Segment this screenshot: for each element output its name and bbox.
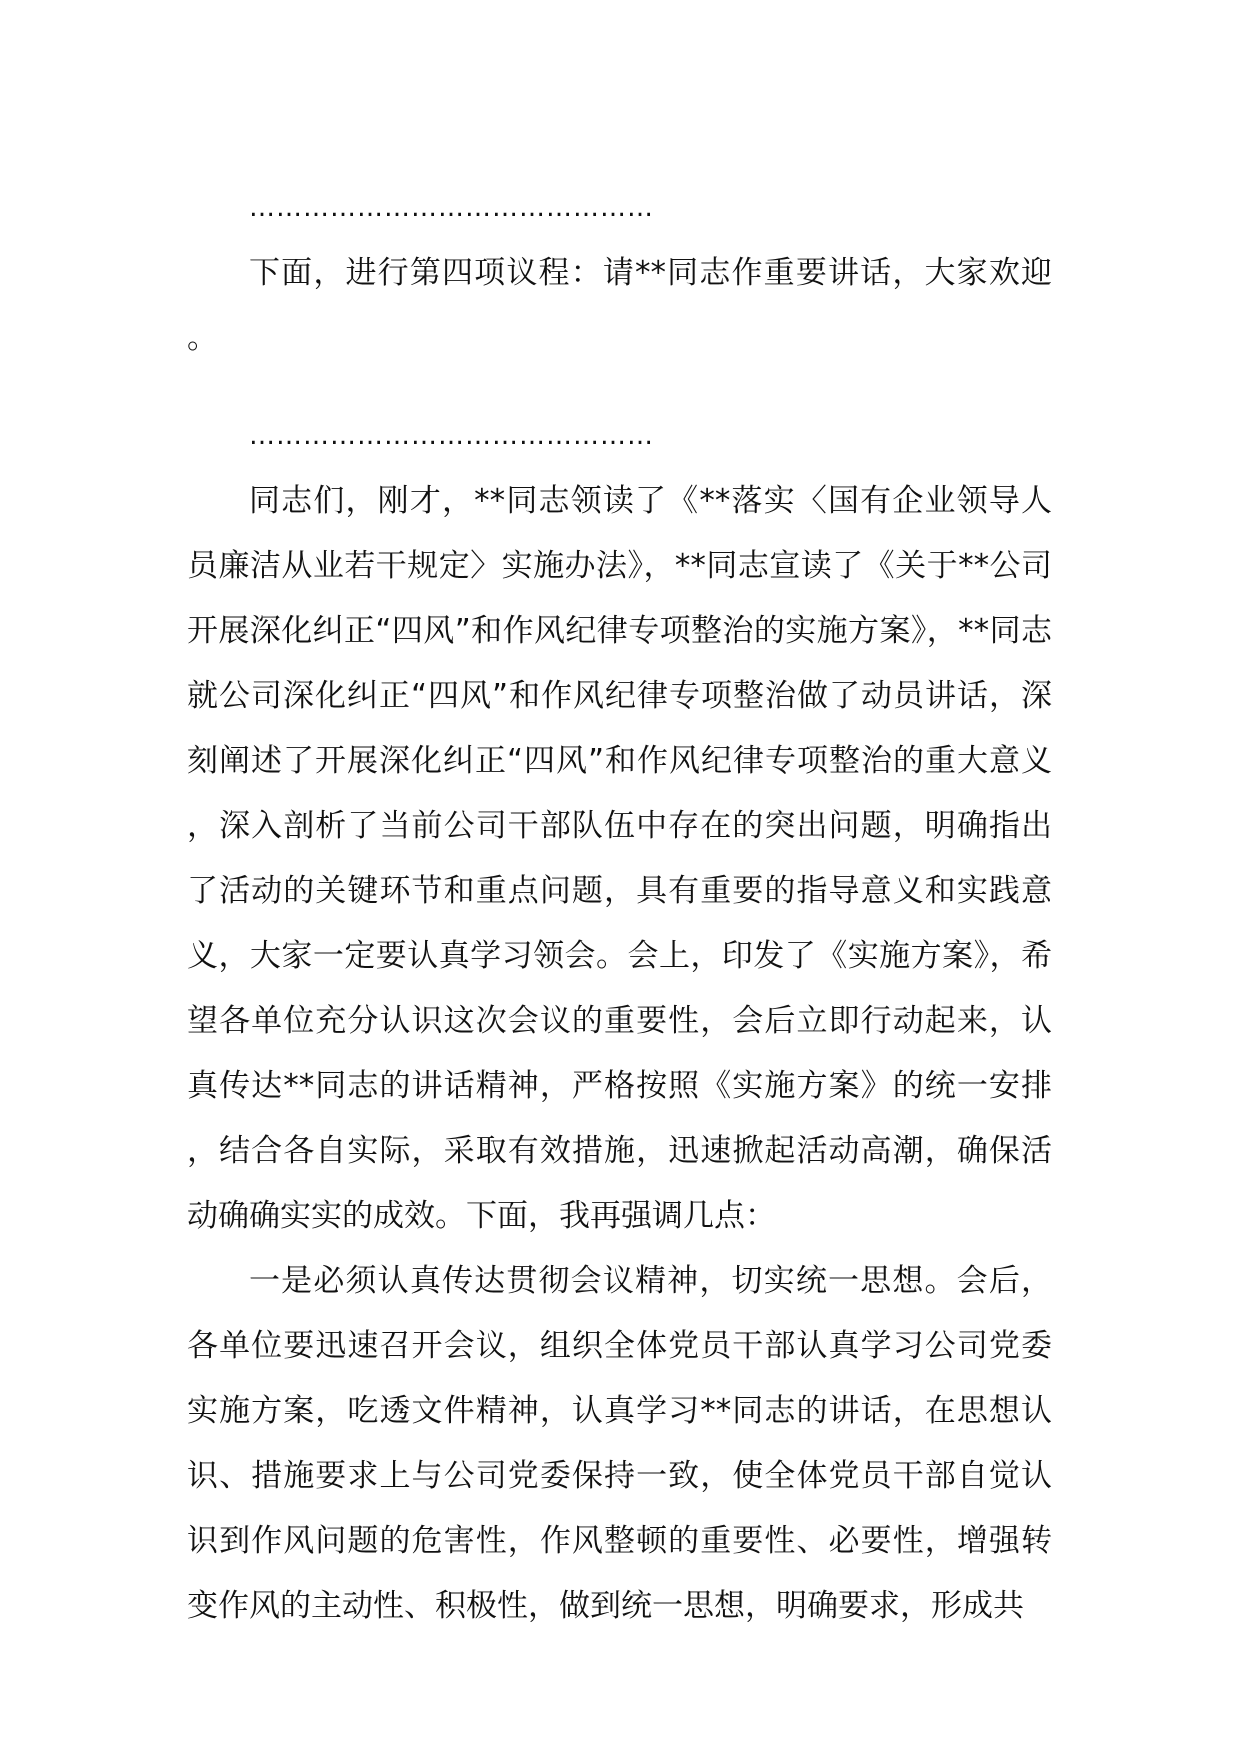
ellipsis-separator: ……………………………………… bbox=[249, 421, 654, 451]
document-body bbox=[187, 176, 1052, 1639]
agenda-paragraph: 下面，进行第四项议程：请**同志作重要讲话，大家欢迎。 bbox=[187, 255, 1052, 356]
paragraph-gap bbox=[187, 371, 1052, 404]
ellipsis-separator: ……………………………………… bbox=[249, 193, 654, 223]
point-one-paragraph: 一是必须认真传达贯彻会议精神，切实统一思想。会后，各单位要迅速召开会议，组织全体党员干部认真学习公司党委实施方案，吃透文件精神，认真学习**同志的讲话，在思想认识、措施要求上与公司党委保持一致，使全体党员干部自觉认识到作风问题的危害性，作风整顿的重要性、必要性，增强转变作风的主动性、积极性，做到统一思想，明确要求，形成共 bbox=[187, 1263, 1052, 1624]
speech-paragraph: 同志们，刚才，**同志领读了《**落实〈国有企业领导人员廉洁从业若干规定〉实施办法》，**同志宣读了《关于**公司开展深化纠正“四风”和作风纪律专项整治的实施方案》，**同志就公司深化纠正“四风”和作风纪律专项整治做了动员讲话，深刻阐述了开展深化纠正“四风”和作风纪律专项整治的重大意义，深入剖析了当前公司干部队伍中存在的突出问题，明确指出了活动的关键环节和重点问题，具有重要的指导意义和实践意义，大家一定要认真学习领会。会上，印发了《实施方案》，希望各单位充分认识这次会议的重要性，会后立即行动起来，认真传达**同志的讲话精神，严格按照《实施方案》的统一安排，结合各自实际，采取有效措施，迅速掀起活动高潮，确保活动确确实实的成效。下面，我再强调几点： bbox=[187, 483, 1052, 1234]
